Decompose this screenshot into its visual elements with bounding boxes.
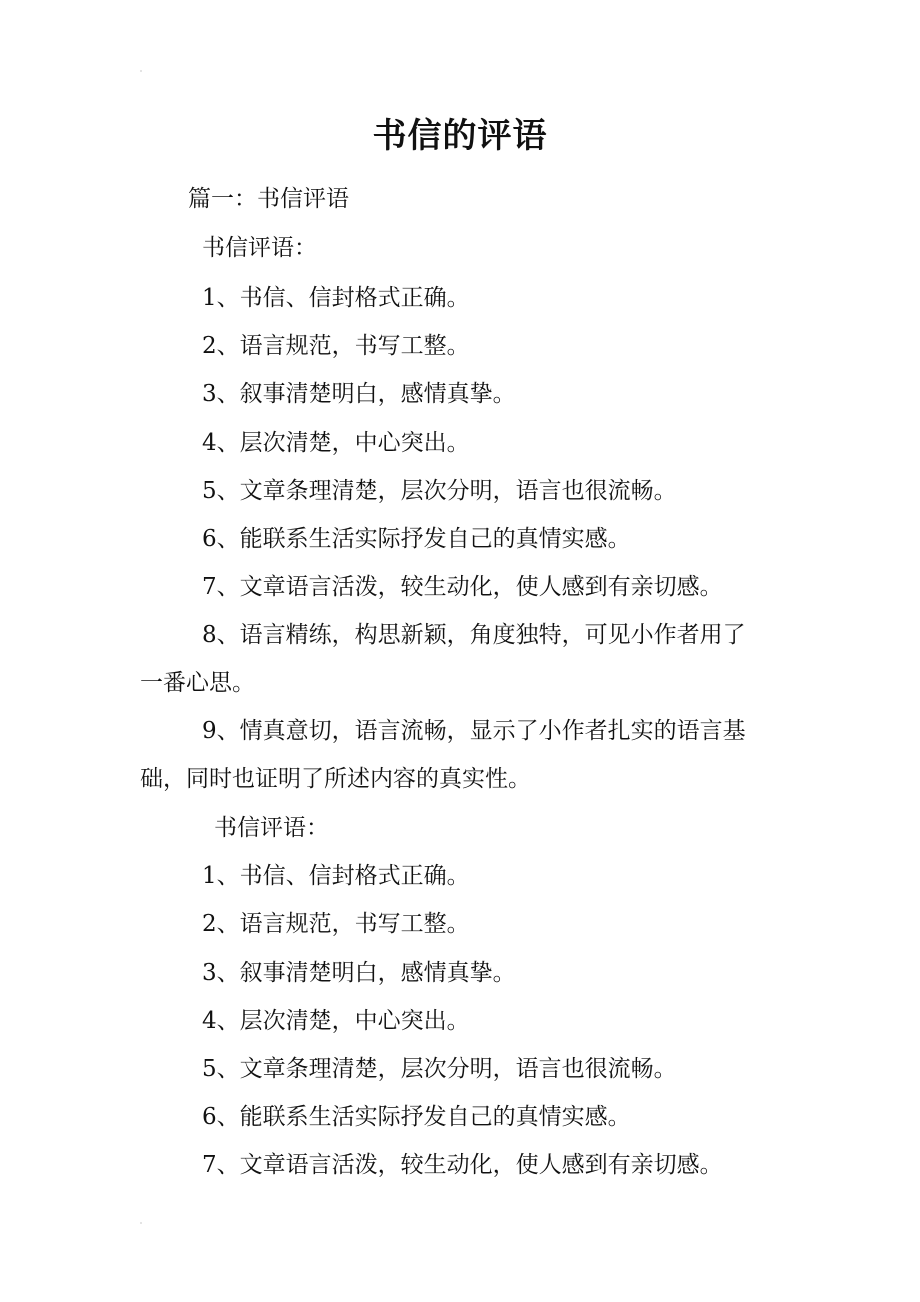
- block2-heading: 书信评语：: [214, 815, 329, 841]
- block1-item-9-line1: 9、情真意切，语言流畅，显示了小作者扎实的语言基: [202, 718, 746, 744]
- corner-mark: [140, 70, 142, 72]
- block1-item-1: 1、书信、信封格式正确。: [202, 285, 470, 311]
- corner-mark: [140, 1222, 142, 1224]
- block1-item-8-line1: 8、语言精练，构思新颖，角度独特，可见小作者用了: [202, 622, 746, 648]
- block1-item-5: 5、文章条理清楚，层次分明，语言也很流畅。: [202, 478, 677, 504]
- block2-item-2: 2、语言规范，书写工整。: [202, 911, 470, 937]
- block2-item-5: 5、文章条理清楚，层次分明，语言也很流畅。: [202, 1056, 677, 1082]
- block1-item-9-line2: 础，同时也证明了所述内容的真实性。: [140, 766, 531, 792]
- block1-item-7: 7、文章语言活泼，较生动化，使人感到有亲切感。: [202, 574, 723, 600]
- block1-item-4: 4、层次清楚，中心突出。: [202, 430, 470, 456]
- block2-item-3: 3、叙事清楚明白，感情真挚。: [202, 960, 516, 986]
- block1-item-3: 3、叙事清楚明白，感情真挚。: [202, 381, 516, 407]
- block2-item-7: 7、文章语言活泼，较生动化，使人感到有亲切感。: [202, 1152, 723, 1178]
- block1-item-8-line2: 一番心思。: [140, 670, 255, 696]
- section-heading: 篇一：书信评语: [188, 186, 349, 212]
- document-title: 书信的评语: [372, 116, 548, 156]
- block2-item-4: 4、层次清楚，中心突出。: [202, 1008, 470, 1034]
- block1-item-6: 6、能联系生活实际抒发自己的真情实感。: [202, 526, 631, 552]
- block1-heading: 书信评语：: [202, 235, 317, 261]
- block2-item-1: 1、书信、信封格式正确。: [202, 863, 470, 889]
- block2-item-6: 6、能联系生活实际抒发自己的真情实感。: [202, 1104, 631, 1130]
- block1-item-2: 2、语言规范，书写工整。: [202, 333, 470, 359]
